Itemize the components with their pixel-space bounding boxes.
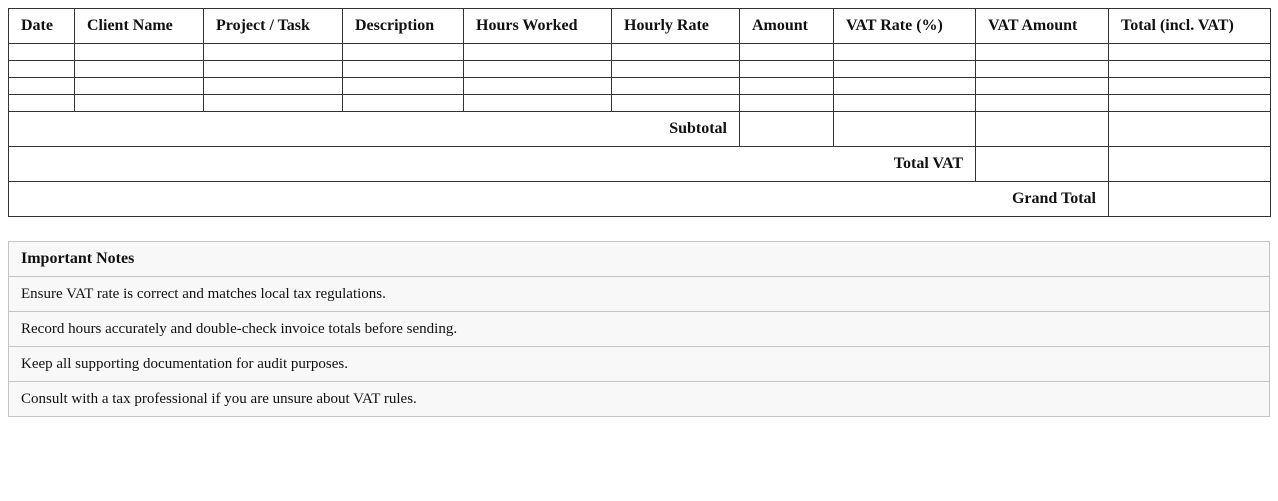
column-header-date: Date <box>9 9 75 44</box>
cell-description[interactable] <box>343 44 464 61</box>
cell-hourly-rate[interactable] <box>612 78 740 95</box>
table-row <box>9 95 1271 112</box>
header-row <box>9 9 1271 44</box>
cell-vat-amount[interactable] <box>976 95 1109 112</box>
table-row <box>9 61 1271 78</box>
subtotal-row <box>9 112 1271 147</box>
subtotal-vat-rate-cell <box>834 112 976 147</box>
cell-client-name[interactable] <box>75 78 204 95</box>
cell-date[interactable] <box>9 61 75 78</box>
page-content <box>8 8 1270 417</box>
cell-hourly-rate[interactable] <box>612 95 740 112</box>
total-vat-label: Total VAT <box>9 147 976 182</box>
cell-date[interactable] <box>9 95 75 112</box>
subtotal-label: Subtotal <box>9 112 740 147</box>
cell-hourly-rate[interactable] <box>612 44 740 61</box>
column-header-hours-worked: Hours Worked <box>464 9 612 44</box>
cell-vat-amount[interactable] <box>976 61 1109 78</box>
cell-amount[interactable] <box>740 44 834 61</box>
cell-vat-amount[interactable] <box>976 78 1109 95</box>
cell-hours-worked[interactable] <box>464 95 612 112</box>
cell-vat-rate[interactable] <box>834 61 976 78</box>
cell-vat-rate[interactable] <box>834 95 976 112</box>
note-row <box>9 382 1270 417</box>
column-header-total-incl-vat: Total (incl. VAT) <box>1109 9 1271 44</box>
column-header-amount: Amount <box>740 9 834 44</box>
invoice-table <box>8 8 1271 217</box>
cell-amount[interactable] <box>740 78 834 95</box>
subtotal-amount-cell <box>740 112 834 147</box>
column-header-hourly-rate: Hourly Rate <box>612 9 740 44</box>
column-header-vat-rate: VAT Rate (%) <box>834 9 976 44</box>
note-item: Keep all supporting documentation for audit purposes. <box>9 347 1270 382</box>
cell-project-task[interactable] <box>204 44 343 61</box>
cell-project-task[interactable] <box>204 95 343 112</box>
cell-amount[interactable] <box>740 95 834 112</box>
cell-hourly-rate[interactable] <box>612 61 740 78</box>
note-row <box>9 347 1270 382</box>
cell-total-incl-vat[interactable] <box>1109 61 1271 78</box>
cell-description[interactable] <box>343 78 464 95</box>
cell-date[interactable] <box>9 44 75 61</box>
column-header-vat-amount: VAT Amount <box>976 9 1109 44</box>
note-item: Ensure VAT rate is correct and matches local tax regulations. <box>9 277 1270 312</box>
subtotal-total-cell <box>1109 112 1271 147</box>
column-header-client-name: Client Name <box>75 9 204 44</box>
note-item: Record hours accurately and double-check invoice totals before sending. <box>9 312 1270 347</box>
column-header-description: Description <box>343 9 464 44</box>
cell-hours-worked[interactable] <box>464 44 612 61</box>
cell-vat-rate[interactable] <box>834 44 976 61</box>
cell-description[interactable] <box>343 61 464 78</box>
subtotal-vat-amount-cell <box>976 112 1109 147</box>
note-row <box>9 277 1270 312</box>
note-item: Consult with a tax professional if you are unsure about VAT rules. <box>9 382 1270 417</box>
grand-total-row <box>9 182 1271 217</box>
cell-hours-worked[interactable] <box>464 78 612 95</box>
notes-header-row <box>9 242 1270 277</box>
column-header-project-task: Project / Task <box>204 9 343 44</box>
invoice-items <box>9 44 1271 112</box>
cell-hours-worked[interactable] <box>464 61 612 78</box>
grand-total-label: Grand Total <box>9 182 1109 217</box>
cell-client-name[interactable] <box>75 95 204 112</box>
cell-total-incl-vat[interactable] <box>1109 44 1271 61</box>
cell-project-task[interactable] <box>204 78 343 95</box>
cell-date[interactable] <box>9 78 75 95</box>
cell-total-incl-vat[interactable] <box>1109 95 1271 112</box>
notes-table <box>8 241 1270 417</box>
cell-description[interactable] <box>343 95 464 112</box>
total-vat-amount-cell <box>976 147 1109 182</box>
grand-total-cell <box>1109 182 1271 217</box>
cell-vat-amount[interactable] <box>976 44 1109 61</box>
table-row <box>9 44 1271 61</box>
table-row <box>9 78 1271 95</box>
total-vat-total-cell <box>1109 147 1271 182</box>
cell-amount[interactable] <box>740 61 834 78</box>
cell-client-name[interactable] <box>75 61 204 78</box>
notes-heading: Important Notes <box>9 242 1270 277</box>
cell-project-task[interactable] <box>204 61 343 78</box>
total-vat-row <box>9 147 1271 182</box>
note-row <box>9 312 1270 347</box>
cell-total-incl-vat[interactable] <box>1109 78 1271 95</box>
cell-client-name[interactable] <box>75 44 204 61</box>
cell-vat-rate[interactable] <box>834 78 976 95</box>
